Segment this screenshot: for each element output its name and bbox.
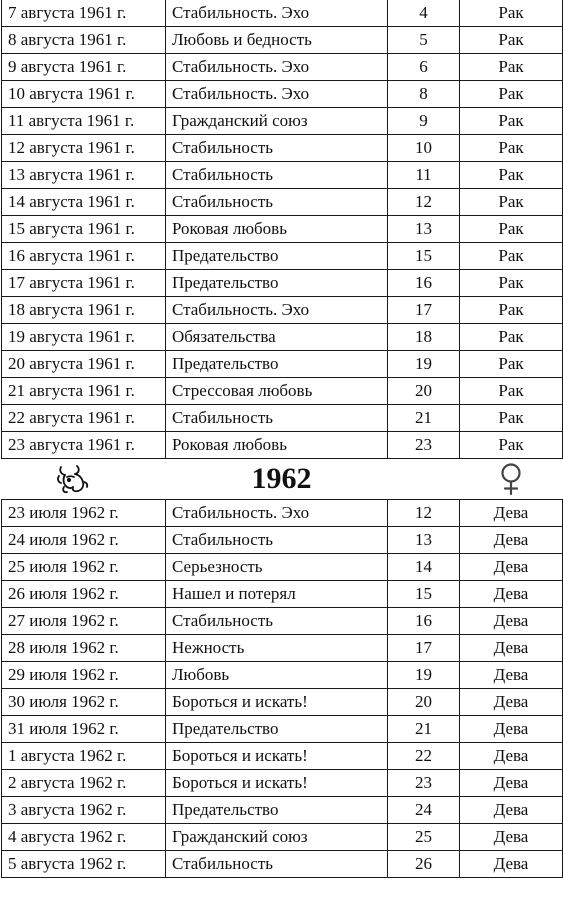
- table-row: [2, 500, 563, 527]
- sign-cell: Дева: [460, 743, 563, 770]
- num-cell: 15: [388, 581, 460, 608]
- table-1962: [1, 499, 563, 878]
- sign-cell: Дева: [460, 554, 563, 581]
- name-cell: Стабильность: [166, 851, 388, 878]
- sign-cell: Рак: [460, 189, 563, 216]
- table-row: [2, 135, 563, 162]
- date-cell: 21 августа 1961 г.: [2, 378, 166, 405]
- table-row: [2, 797, 563, 824]
- num-cell: 24: [388, 797, 460, 824]
- table-row: [2, 635, 563, 662]
- date-cell: 19 августа 1961 г.: [2, 324, 166, 351]
- num-cell: 14: [388, 554, 460, 581]
- num-cell: 19: [388, 662, 460, 689]
- date-cell: 26 июля 1962 г.: [2, 581, 166, 608]
- name-cell: Стабильность. Эхо: [166, 297, 388, 324]
- num-cell: 22: [388, 743, 460, 770]
- date-cell: 25 июля 1962 г.: [2, 554, 166, 581]
- sign-cell: Дева: [460, 635, 563, 662]
- date-cell: 27 июля 1962 г.: [2, 608, 166, 635]
- date-cell: 7 августа 1961 г.: [2, 0, 166, 27]
- name-cell: Стабильность: [166, 405, 388, 432]
- table-row: [2, 27, 563, 54]
- num-cell: 25: [388, 824, 460, 851]
- num-cell: 20: [388, 378, 460, 405]
- name-cell: Стабильность. Эхо: [166, 54, 388, 81]
- sign-cell: Рак: [460, 135, 563, 162]
- num-cell: 13: [388, 527, 460, 554]
- table-1962-body: [2, 500, 563, 878]
- table-row: [2, 108, 563, 135]
- name-cell: Предательство: [166, 351, 388, 378]
- year-header-1962: [0, 459, 563, 499]
- name-cell: Стрессовая любовь: [166, 378, 388, 405]
- sign-cell: Дева: [460, 662, 563, 689]
- num-cell: 26: [388, 851, 460, 878]
- table-row: [2, 270, 563, 297]
- sign-cell: Рак: [460, 81, 563, 108]
- date-cell: 20 августа 1961 г.: [2, 351, 166, 378]
- name-cell: Стабильность: [166, 162, 388, 189]
- num-cell: 21: [388, 405, 460, 432]
- table-1961: [1, 0, 563, 459]
- sign-cell: Рак: [460, 324, 563, 351]
- table-row: [2, 770, 563, 797]
- date-cell: 4 августа 1962 г.: [2, 824, 166, 851]
- table-row: [2, 824, 563, 851]
- name-cell: Стабильность. Эхо: [166, 500, 388, 527]
- name-cell: Предательство: [166, 716, 388, 743]
- date-cell: 5 августа 1962 г.: [2, 851, 166, 878]
- table-row: [2, 54, 563, 81]
- date-cell: 23 августа 1961 г.: [2, 432, 166, 459]
- num-cell: 23: [388, 770, 460, 797]
- table-row: [2, 405, 563, 432]
- table-row: [2, 378, 563, 405]
- table-row: [2, 662, 563, 689]
- sign-cell: Дева: [460, 500, 563, 527]
- table-row: [2, 689, 563, 716]
- sign-cell: Дева: [460, 770, 563, 797]
- num-cell: 11: [388, 162, 460, 189]
- name-cell: Гражданский союз: [166, 824, 388, 851]
- sign-cell: Дева: [460, 608, 563, 635]
- table-row: [2, 216, 563, 243]
- name-cell: Роковая любовь: [166, 432, 388, 459]
- table-row: [2, 851, 563, 878]
- date-cell: 30 июля 1962 г.: [2, 689, 166, 716]
- num-cell: 16: [388, 270, 460, 297]
- sign-cell: Рак: [460, 162, 563, 189]
- date-cell: 13 августа 1961 г.: [2, 162, 166, 189]
- sign-cell: Дева: [460, 797, 563, 824]
- date-cell: 28 июля 1962 г.: [2, 635, 166, 662]
- num-cell: 18: [388, 324, 460, 351]
- table-row: [2, 432, 563, 459]
- date-cell: 2 августа 1962 г.: [2, 770, 166, 797]
- num-cell: 12: [388, 500, 460, 527]
- sign-cell: Дева: [460, 824, 563, 851]
- table-row: [2, 581, 563, 608]
- sign-cell: Дева: [460, 851, 563, 878]
- table-row: [2, 351, 563, 378]
- num-cell: 12: [388, 189, 460, 216]
- name-cell: Гражданский союз: [166, 108, 388, 135]
- num-cell: 4: [388, 0, 460, 27]
- date-cell: 16 августа 1961 г.: [2, 243, 166, 270]
- num-cell: 9: [388, 108, 460, 135]
- name-cell: Роковая любовь: [166, 216, 388, 243]
- date-cell: 12 августа 1961 г.: [2, 135, 166, 162]
- num-cell: 21: [388, 716, 460, 743]
- date-cell: 24 июля 1962 г.: [2, 527, 166, 554]
- num-cell: 10: [388, 135, 460, 162]
- num-cell: 13: [388, 216, 460, 243]
- name-cell: Стабильность: [166, 527, 388, 554]
- table-row: [2, 527, 563, 554]
- name-cell: Стабильность: [166, 608, 388, 635]
- name-cell: Нежность: [166, 635, 388, 662]
- date-cell: 23 июля 1962 г.: [2, 500, 166, 527]
- name-cell: Любовь: [166, 662, 388, 689]
- num-cell: 8: [388, 81, 460, 108]
- sign-cell: Рак: [460, 270, 563, 297]
- num-cell: 17: [388, 297, 460, 324]
- sign-cell: Рак: [460, 378, 563, 405]
- venus-icon: [496, 462, 526, 496]
- date-cell: 9 августа 1961 г.: [2, 54, 166, 81]
- sign-cell: Рак: [460, 216, 563, 243]
- name-cell: Стабильность: [166, 135, 388, 162]
- num-cell: 16: [388, 608, 460, 635]
- date-cell: 10 августа 1961 г.: [2, 81, 166, 108]
- name-cell: Любовь и бедность: [166, 27, 388, 54]
- num-cell: 20: [388, 689, 460, 716]
- sign-cell: Дева: [460, 581, 563, 608]
- num-cell: 23: [388, 432, 460, 459]
- table-row: [2, 297, 563, 324]
- table-row: [2, 81, 563, 108]
- date-cell: 15 августа 1961 г.: [2, 216, 166, 243]
- num-cell: 15: [388, 243, 460, 270]
- sign-cell: Дева: [460, 527, 563, 554]
- date-cell: 18 августа 1961 г.: [2, 297, 166, 324]
- date-cell: 29 июля 1962 г.: [2, 662, 166, 689]
- table-row: [2, 554, 563, 581]
- sign-cell: Рак: [460, 432, 563, 459]
- date-cell: 11 августа 1961 г.: [2, 108, 166, 135]
- name-cell: Предательство: [166, 270, 388, 297]
- table-row: [2, 162, 563, 189]
- name-cell: Обязательства: [166, 324, 388, 351]
- sign-cell: Рак: [460, 54, 563, 81]
- date-cell: 8 августа 1961 г.: [2, 27, 166, 54]
- sign-cell: Дева: [460, 716, 563, 743]
- sign-cell: Рак: [460, 243, 563, 270]
- table-row: [2, 716, 563, 743]
- name-cell: Стабильность: [166, 189, 388, 216]
- name-cell: Нашел и потерял: [166, 581, 388, 608]
- name-cell: Бороться и искать!: [166, 689, 388, 716]
- date-cell: 3 августа 1962 г.: [2, 797, 166, 824]
- sign-cell: Рак: [460, 297, 563, 324]
- name-cell: Бороться и искать!: [166, 770, 388, 797]
- table-row: [2, 243, 563, 270]
- year-title: 1962: [251, 462, 312, 495]
- num-cell: 19: [388, 351, 460, 378]
- date-cell: 14 августа 1961 г.: [2, 189, 166, 216]
- sign-cell: Рак: [460, 108, 563, 135]
- num-cell: 17: [388, 635, 460, 662]
- table-1961-body: [2, 0, 563, 459]
- name-cell: Стабильность. Эхо: [166, 0, 388, 27]
- date-cell: 31 июля 1962 г.: [2, 716, 166, 743]
- date-cell: 1 августа 1962 г.: [2, 743, 166, 770]
- sign-cell: Рак: [460, 351, 563, 378]
- name-cell: Бороться и искать!: [166, 743, 388, 770]
- table-row: [2, 189, 563, 216]
- num-cell: 5: [388, 27, 460, 54]
- sign-cell: Рак: [460, 27, 563, 54]
- name-cell: Стабильность. Эхо: [166, 81, 388, 108]
- num-cell: 6: [388, 54, 460, 81]
- date-cell: 22 августа 1961 г.: [2, 405, 166, 432]
- name-cell: Серьезность: [166, 554, 388, 581]
- table-row: [2, 0, 563, 27]
- sign-cell: Дева: [460, 689, 563, 716]
- table-row: [2, 608, 563, 635]
- sign-cell: Рак: [460, 405, 563, 432]
- sign-cell: Рак: [460, 0, 563, 27]
- name-cell: Предательство: [166, 243, 388, 270]
- table-row: [2, 324, 563, 351]
- name-cell: Предательство: [166, 797, 388, 824]
- date-cell: 17 августа 1961 г.: [2, 270, 166, 297]
- table-row: [2, 743, 563, 770]
